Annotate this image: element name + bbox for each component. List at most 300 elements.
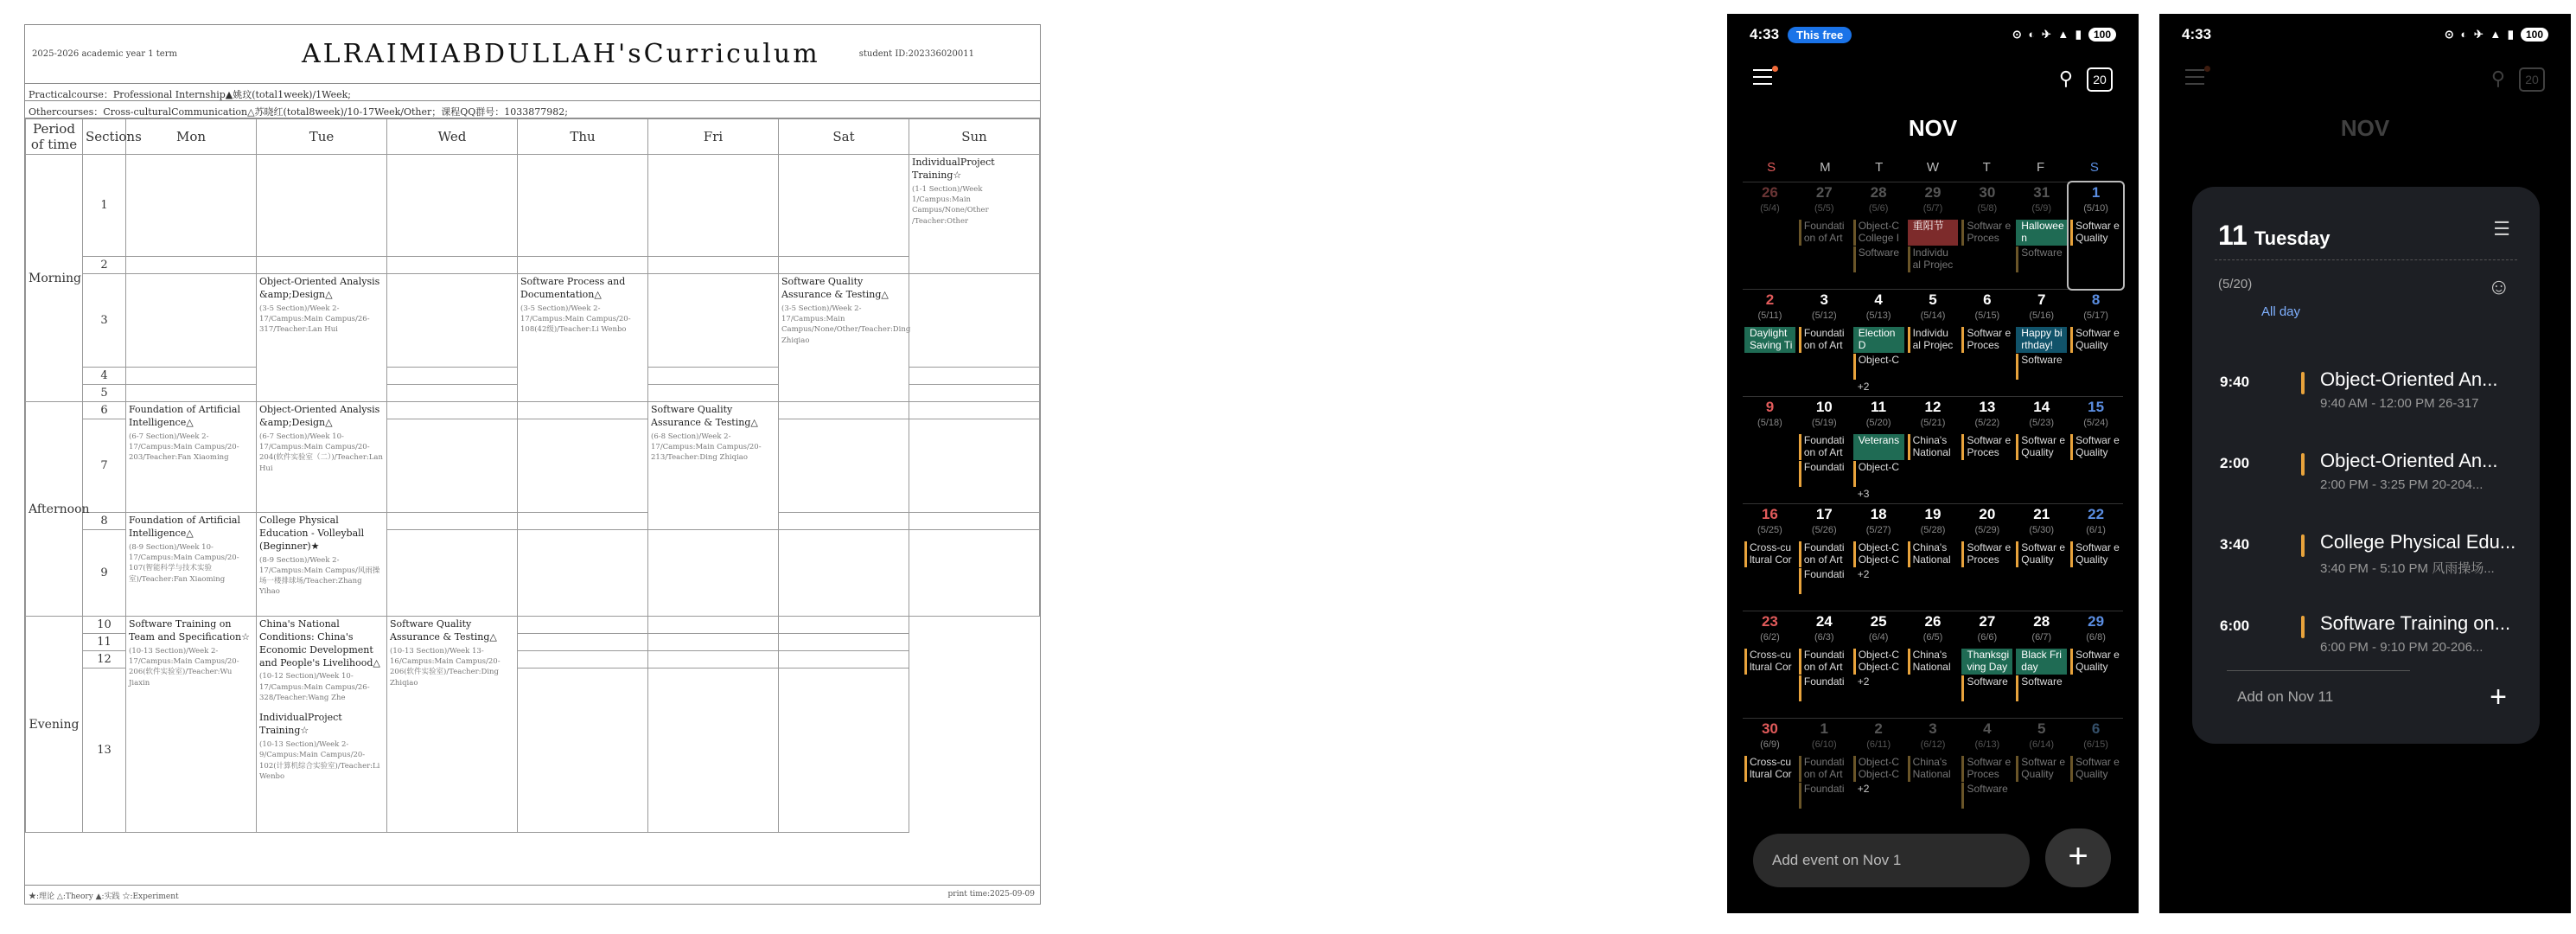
lunar-date: (6/9) xyxy=(1760,739,1780,750)
lunar-date: (5/5) xyxy=(1814,203,1834,214)
event-chip[interactable]: Election D xyxy=(1853,327,1904,353)
course-detail: (8-9 Section)/Week 2-17/Campus:Main Campus/风雨操场一楼排球场/Teacher:Zhang Yihao xyxy=(259,555,380,597)
event-chip[interactable]: Software xyxy=(1853,246,1904,272)
day-cell[interactable] xyxy=(1797,182,1852,289)
day-number: 21 xyxy=(2033,506,2050,522)
weekday-label: T xyxy=(1982,159,1991,175)
event-title: Software Training on... xyxy=(2320,612,2511,634)
day-detail-card xyxy=(2192,187,2540,744)
event-chip[interactable]: Object-C Object-C xyxy=(1853,756,1904,782)
day-number: 20 xyxy=(1979,506,1996,522)
event-chip[interactable]: Softwar e Proces xyxy=(1961,220,2012,246)
course-name: Object-Oriented Analysis &amp;Design△ xyxy=(259,404,380,428)
event-subtitle: 6:00 PM - 9:10 PM 20-206... xyxy=(2320,640,2484,655)
event-chip[interactable]: Individu al Projec xyxy=(1908,327,1959,353)
agenda-event[interactable] xyxy=(2218,367,2517,419)
semester-label: 2025-2026 academic year 1 term xyxy=(32,49,177,59)
lunar-date: (5/30) xyxy=(2029,525,2055,535)
section-number: 7 xyxy=(83,419,126,513)
day-cell[interactable] xyxy=(1960,182,2014,289)
event-color-bar xyxy=(2301,534,2305,557)
event-chip[interactable]: Foundati on of Art xyxy=(1799,756,1850,782)
divider xyxy=(2227,670,2410,671)
week-row xyxy=(1743,182,2123,289)
section-number: 5 xyxy=(83,385,126,402)
more-events-count[interactable]: +2 xyxy=(1857,783,1870,795)
lunar-date: (5/16) xyxy=(2029,310,2055,321)
day-cell[interactable] xyxy=(2014,504,2069,611)
col-header-sun: Sun xyxy=(909,119,1040,155)
event-chip[interactable]: Foundati xyxy=(1799,783,1850,809)
day-cell[interactable] xyxy=(1906,290,1961,396)
week-row xyxy=(1743,611,2123,718)
event-chip[interactable]: Softwar e Proces xyxy=(1961,434,2012,460)
period-evening: Evening xyxy=(26,617,83,833)
day-cell[interactable] xyxy=(1906,182,1961,289)
day-cell[interactable] xyxy=(1960,397,2014,503)
week-row xyxy=(1743,503,2123,611)
lunar-date: (6/7) xyxy=(2031,632,2052,643)
day-number: 3 xyxy=(1929,720,1937,737)
day-number: 5 xyxy=(2037,720,2046,737)
event-chip[interactable]: Object-C Object-C xyxy=(1853,649,1904,675)
timetable xyxy=(25,118,1040,833)
course-cell xyxy=(257,402,387,513)
agenda-event[interactable] xyxy=(2218,529,2517,581)
day-cell[interactable] xyxy=(1960,611,2014,718)
event-chip[interactable]: Object-C Object-C xyxy=(1853,541,1904,567)
day-cell[interactable] xyxy=(1743,182,1797,289)
event-chip[interactable]: Hallowee n xyxy=(2016,220,2067,246)
day-cell[interactable] xyxy=(1743,397,1797,503)
day-number: 14 xyxy=(2033,399,2050,415)
lunar-date: (6/11) xyxy=(1866,739,1891,750)
event-chip[interactable]: Softwar e Quality xyxy=(2070,541,2121,567)
day-cell[interactable] xyxy=(1906,397,1961,503)
weekday-header xyxy=(1727,152,2139,182)
print-time: print time:2025-09-09 xyxy=(947,890,1035,899)
day-cell[interactable] xyxy=(1852,611,1906,718)
sheet-footer xyxy=(25,885,1040,904)
course-detail: (3-5 Section)/Week 2-17/Campus:Main Campus/20-108(42级)/Teacher:Li Wenbo xyxy=(520,304,631,335)
weekday-label: F xyxy=(2036,159,2045,175)
sheet-title: ALRAIMIABDULLAH'sCurriculum xyxy=(302,39,820,69)
course-cell xyxy=(126,617,257,833)
event-chip[interactable]: Happy bi rthday! xyxy=(2016,327,2067,353)
event-chip[interactable]: Cross-cu ltural Cor xyxy=(1744,541,1795,567)
day-cell[interactable] xyxy=(1906,719,1961,825)
lunar-date: (6/13) xyxy=(1974,739,2000,750)
status-icons: ⊙ ◐ ✈ ▲ ▮ xyxy=(2444,28,2515,41)
section-number: 3 xyxy=(83,274,126,368)
day-number: 26 xyxy=(1924,613,1942,630)
lunar-date: (5/10) xyxy=(2083,203,2108,214)
day-cell[interactable] xyxy=(1852,182,1906,289)
day-cell[interactable] xyxy=(2014,611,2069,718)
event-chip[interactable]: Softwar e Proces xyxy=(1961,756,2012,782)
event-chip[interactable]: China's National xyxy=(1908,541,1959,567)
course-cell xyxy=(648,402,779,530)
event-chip[interactable]: Software xyxy=(2016,246,2067,272)
day-cell[interactable] xyxy=(1797,611,1852,718)
day-number: 17 xyxy=(1815,506,1833,522)
smiley-icon[interactable]: ☺ xyxy=(2487,273,2510,299)
status-bar xyxy=(2159,14,2571,55)
day-cell[interactable] xyxy=(1906,504,1961,611)
day-cell[interactable] xyxy=(1960,290,2014,396)
course-cell xyxy=(518,274,648,402)
event-chip[interactable]: China's National xyxy=(1908,434,1959,460)
course-detail: (6-7 Section)/Week 10-17/Campus:Main Campus/20-204(软件实验室（二）)/Teacher:Lan Hui xyxy=(259,432,383,473)
event-chip[interactable]: Cross-cu ltural Cor xyxy=(1744,649,1795,675)
course-name: Software Quality Assurance & Testing△ xyxy=(651,404,758,428)
course-name: College Physical Education - Volleyball (Beginner)★ xyxy=(259,515,365,552)
day-number: 29 xyxy=(1924,184,1942,201)
lunar-date: (5/11) xyxy=(1757,310,1782,321)
legend: ★:理论 △:Theory ▲:实践 ☆:Experiment xyxy=(29,892,179,901)
day-number: 6 xyxy=(2091,720,2101,737)
weekday-label: T xyxy=(1875,159,1884,175)
event-title: College Physical Edu... xyxy=(2320,531,2516,553)
notification-dot xyxy=(2204,66,2210,72)
event-chip[interactable]: Foundati xyxy=(1799,461,1850,487)
lunar-date: (5/12) xyxy=(1811,310,1837,321)
menu-icon[interactable] xyxy=(1753,69,1772,85)
lunar-date: (6/15) xyxy=(2083,739,2108,750)
lunar-date: (6/6) xyxy=(1977,632,1998,643)
event-chip[interactable]: Softwar e Proces xyxy=(1961,327,2012,353)
day-number: 24 xyxy=(1815,613,1833,630)
col-header-mon: Mon xyxy=(126,119,257,155)
lunar-date: (5/15) xyxy=(1974,310,2000,321)
lunar-date: (5/24) xyxy=(2083,418,2108,428)
event-chip[interactable]: Softwar e Quality xyxy=(2016,541,2067,567)
day-number: 31 xyxy=(2033,184,2050,201)
lunar-date: (6/10) xyxy=(1811,739,1837,750)
lunar-date: (5/21) xyxy=(1920,418,1946,428)
add-event-button[interactable]: + xyxy=(2045,828,2111,887)
day-number: 12 xyxy=(1924,399,1942,415)
day-number: 16 xyxy=(1761,506,1778,522)
lunar-date: (6/2) xyxy=(1760,632,1780,643)
event-chip[interactable]: Object-C xyxy=(1853,461,1904,487)
course-cell xyxy=(387,617,518,833)
course-name: Foundation of Artificial Intelligence△ xyxy=(129,515,240,539)
day-cell[interactable] xyxy=(1797,290,1852,396)
day-number: 4 xyxy=(1983,720,1992,737)
day-number: 10 xyxy=(1815,399,1833,415)
day-cell[interactable] xyxy=(2014,719,2069,825)
event-time: 2:00 xyxy=(2220,455,2250,471)
more-events-count[interactable]: +2 xyxy=(1857,568,1870,580)
day-number: 3 xyxy=(1820,291,1829,308)
event-chip[interactable]: Softwar e Quality xyxy=(2070,756,2121,782)
week-row xyxy=(1743,289,2123,396)
week-row xyxy=(1743,718,2123,825)
more-events-count[interactable]: +3 xyxy=(1857,488,1870,500)
status-bar xyxy=(1727,14,2139,55)
day-cell[interactable] xyxy=(1743,290,1797,396)
event-chip[interactable]: Foundati xyxy=(1799,568,1850,594)
lunar-date: (5/4) xyxy=(1760,203,1780,214)
event-chip[interactable]: China's National xyxy=(1908,649,1959,675)
add-on-day-input[interactable]: Add on Nov 11 xyxy=(2237,688,2334,705)
all-day-label[interactable]: All day xyxy=(2261,304,2301,319)
day-name: Tuesday xyxy=(2254,227,2331,249)
day-cell[interactable] xyxy=(1797,719,1852,825)
course-cell xyxy=(909,155,1040,274)
event-chip[interactable]: Foundati xyxy=(1799,675,1850,701)
day-cell[interactable] xyxy=(2014,290,2069,396)
event-chip[interactable]: Softwar e Quality xyxy=(2070,220,2121,246)
battery-icon: 100 xyxy=(2088,28,2116,42)
course-cell xyxy=(779,274,909,402)
event-chip[interactable]: Cross-cu ltural Cor xyxy=(1744,756,1795,782)
day-number: 25 xyxy=(1870,613,1887,630)
day-number: 6 xyxy=(1983,291,1992,308)
day-number: 26 xyxy=(1761,184,1778,201)
weekday-label: M xyxy=(1820,159,1831,175)
lunar-date: (5/29) xyxy=(1974,525,2000,535)
course-detail: (10-13 Section)/Week 2-9/Campus:Main Campus/20-102(计算机综合实验室)/Teacher:Li Wenbo xyxy=(259,740,380,781)
status-time: 4:33 xyxy=(1750,26,1780,42)
lunar-date: (5/18) xyxy=(1757,418,1782,428)
event-chip[interactable]: Object-C xyxy=(1853,354,1904,380)
lunar-date: (6/8) xyxy=(2086,632,2106,643)
course-detail: (8-9 Section)/Week 10-17/Campus:Main Campus/20-107(智能科学与技术实验室)/Teacher:Fan Xiaoming xyxy=(129,542,239,584)
agenda-event[interactable] xyxy=(2218,448,2517,500)
day-number: 11 xyxy=(2218,220,2248,251)
event-chip[interactable]: Foundati on of Art xyxy=(1799,649,1850,675)
event-subtitle: 9:40 AM - 12:00 PM 26-317 xyxy=(2320,396,2479,411)
event-title: Object-Oriented An... xyxy=(2320,368,2498,390)
event-title: Object-Oriented An... xyxy=(2320,450,2498,471)
practical-courses: Practicalcourse：Professional Internship▲姚玟(total1week)/1Week; xyxy=(25,84,1040,101)
lunar-date: (5/26) xyxy=(1811,525,1837,535)
curriculum-sheet xyxy=(24,24,1041,905)
day-cell[interactable] xyxy=(1906,611,1961,718)
more-events-count[interactable]: +2 xyxy=(1857,675,1870,688)
event-subtitle: 2:00 PM - 3:25 PM 20-204... xyxy=(2320,477,2484,492)
event-chip[interactable]: Foundati on of Art xyxy=(1799,541,1850,567)
lunar-date: (5/6) xyxy=(1868,203,1889,214)
day-cell[interactable] xyxy=(1960,719,2014,825)
event-chip[interactable]: Foundati on of Art xyxy=(1799,220,1850,246)
phone-day-popup xyxy=(2159,14,2571,913)
other-courses: Othercourses：Cross-culturalCommunication△苏晓红(total8week)/10-17Week/Other；课程QQ群号：1033877982; xyxy=(25,101,1040,118)
event-color-bar xyxy=(2301,372,2305,394)
lunar-date: (5/23) xyxy=(2029,418,2055,428)
notification-pill: This free xyxy=(1788,27,1852,43)
lunar-date: (6/14) xyxy=(2029,739,2055,750)
event-chip[interactable]: Softwar e Quality xyxy=(2070,434,2121,460)
event-time: 9:40 xyxy=(2220,374,2250,390)
status-icons: ⊙ ◐ ✈ ▲ ▮ xyxy=(2012,28,2083,41)
day-cell[interactable] xyxy=(1743,504,1797,611)
day-cell[interactable] xyxy=(2069,397,2123,503)
day-cell[interactable] xyxy=(1797,397,1852,503)
day-number: 5 xyxy=(1929,291,1937,308)
lunar-date: (5/20) xyxy=(2218,277,2253,291)
week-row xyxy=(1743,396,2123,503)
lunar-date: (5/25) xyxy=(1757,525,1782,535)
add-icon[interactable]: + xyxy=(2490,681,2507,713)
course-detail: (1-1 Section)/Week 1/Campus:Main Campus/None/Other /Teacher:Other xyxy=(912,184,989,226)
day-number: 4 xyxy=(1874,291,1883,308)
lunar-date: (5/7) xyxy=(1922,203,1943,214)
day-cell[interactable] xyxy=(2069,719,2123,825)
lunar-date: (5/20) xyxy=(1865,418,1891,428)
course-detail: (10-12 Section)/Week 10-17/Campus:Main Campus/26-328/Teacher:Wang Zhe xyxy=(259,672,370,702)
day-cell[interactable] xyxy=(1960,504,2014,611)
day-cell[interactable] xyxy=(2069,504,2123,611)
event-chip[interactable]: Softwar e Quality xyxy=(2070,327,2121,353)
col-header-sections: Sections xyxy=(83,119,126,155)
event-chip[interactable]: Individu al Projec xyxy=(1908,246,1959,272)
event-chip[interactable]: 重阳节 xyxy=(1908,220,1959,246)
day-number: 28 xyxy=(1870,184,1887,201)
day-cell[interactable] xyxy=(1743,719,1797,825)
day-cell[interactable] xyxy=(2014,182,2069,289)
section-number: 9 xyxy=(83,530,126,617)
more-events-count[interactable]: +2 xyxy=(1857,381,1870,393)
course-detail: (6-7 Section)/Week 2-17/Campus:Main Campus/20-203/Teacher:Fan Xiaoming xyxy=(129,432,239,463)
day-cell[interactable] xyxy=(2069,290,2123,396)
day-number: 19 xyxy=(1924,506,1942,522)
day-cell[interactable] xyxy=(1797,504,1852,611)
course-detail: (3-5 Section)/Week 2-17/Campus:Main Campus/26-317/Teacher:Lan Hui xyxy=(259,304,370,335)
day-number: 30 xyxy=(1979,184,1996,201)
status-time: 4:33 xyxy=(2182,26,2212,42)
notification-dot xyxy=(1772,66,1778,72)
event-chip[interactable]: Object-C College I xyxy=(1853,220,1904,246)
day-number: 28 xyxy=(2033,613,2050,630)
col-header-fri: Fri xyxy=(648,119,779,155)
day-number: 1 xyxy=(2091,184,2101,201)
course-name: Software Process and Documentation△ xyxy=(520,276,626,300)
day-cell[interactable] xyxy=(1743,611,1797,718)
course-name: Software Quality Assurance & Testing△ xyxy=(390,618,497,643)
lunar-date: (5/8) xyxy=(1977,203,1998,214)
day-number: 22 xyxy=(2088,506,2105,522)
weekday-label: S xyxy=(2089,159,2099,175)
lunar-date: (6/4) xyxy=(1868,632,1889,643)
day-heading xyxy=(2218,220,2330,252)
event-chip[interactable]: China's National xyxy=(1908,756,1959,782)
section-number: 1 xyxy=(83,155,126,257)
day-number: 2 xyxy=(1765,291,1775,308)
day-cell[interactable] xyxy=(2069,611,2123,718)
lunar-date: (5/27) xyxy=(1865,525,1891,535)
event-chip[interactable]: Daylight Saving Ti xyxy=(1744,327,1795,353)
day-cell[interactable] xyxy=(2069,182,2123,289)
lunar-date: (6/5) xyxy=(1922,632,1943,643)
today-button[interactable]: 20 xyxy=(2087,67,2113,92)
event-chip[interactable]: Softwar e Quality xyxy=(2016,434,2067,460)
course-name: China's National Conditions: China's Economic Development and People's Livelihood△ xyxy=(259,618,380,669)
today-button: 20 xyxy=(2519,67,2545,92)
sheet-header xyxy=(25,25,1040,84)
event-chip[interactable]: Software xyxy=(2016,675,2067,701)
day-number: 7 xyxy=(2037,291,2046,308)
course-name: Software Quality Assurance & Testing△ xyxy=(781,276,889,300)
section-number: 11 xyxy=(83,634,126,651)
section-number: 10 xyxy=(83,617,126,634)
search-icon: ⚲ xyxy=(2490,67,2505,89)
day-number: 15 xyxy=(2088,399,2105,415)
event-subtitle: 3:40 PM - 5:10 PM 风雨操场... xyxy=(2320,561,2495,576)
day-number: 27 xyxy=(1815,184,1833,201)
course-detail: (10-13 Section)/Week 2-17/Campus:Main Campus/20-206(软件实验室)/Teacher:Wu Jiaxin xyxy=(129,646,239,688)
section-number: 8 xyxy=(83,513,126,530)
period-morning: Morning xyxy=(26,155,83,402)
day-cell[interactable] xyxy=(1852,719,1906,825)
course-name: IndividualProject Training☆ xyxy=(912,157,995,181)
list-settings-icon[interactable]: ☰ xyxy=(2493,218,2510,240)
event-chip[interactable]: Softwar e Quality xyxy=(2070,649,2121,675)
course-name: IndividualProject Training☆ xyxy=(259,712,342,737)
period-afternoon: Afternoon xyxy=(26,402,83,617)
course-detail: (3-5 Section)/Week 2-17/Campus:Main Campus/None/Other/Teacher:Ding Zhiqiao xyxy=(781,304,911,345)
day-number: 11 xyxy=(1871,399,1887,415)
col-header-thu: Thu xyxy=(518,119,648,155)
divider xyxy=(2215,259,2517,260)
course-cell xyxy=(257,513,387,617)
course-cell xyxy=(257,617,387,833)
student-id: student ID:202336020011 xyxy=(858,49,974,59)
course-cell xyxy=(126,402,257,513)
lunar-date: (5/13) xyxy=(1865,310,1891,321)
lunar-date: (5/19) xyxy=(1811,418,1837,428)
course-cell xyxy=(126,513,257,617)
event-chip[interactable]: Veterans xyxy=(1853,434,1904,460)
course-detail: (6-8 Section)/Week 2-17/Campus:Main Campus/20-213/Teacher:Ding Zhiqiao xyxy=(651,432,762,463)
day-number: 8 xyxy=(2091,291,2101,308)
event-chip[interactable]: Foundati on of Art xyxy=(1799,327,1850,353)
event-chip[interactable]: Thanksgi ving Day xyxy=(1961,649,2012,675)
event-time: 3:40 xyxy=(2220,536,2250,553)
day-cell[interactable] xyxy=(1852,504,1906,611)
course-detail: (10-13 Section)/Week 13-16/Campus:Main Campus/20-206(软件实验室)/Teacher:Ding Zhiqiao xyxy=(390,646,501,688)
event-chip[interactable]: Software xyxy=(1961,783,2012,809)
event-chip[interactable]: Softwar e Quality xyxy=(2016,756,2067,782)
event-chip[interactable]: Software xyxy=(1961,675,2012,701)
menu-icon xyxy=(2185,69,2204,85)
event-chip[interactable]: Software xyxy=(2016,354,2067,380)
phone-month-view xyxy=(1727,14,2139,913)
event-chip[interactable]: Softwar e Proces xyxy=(1961,541,2012,567)
agenda-event[interactable] xyxy=(2218,611,2517,662)
section-number: 6 xyxy=(83,402,126,419)
month-title: NOV xyxy=(2340,115,2390,141)
day-number: 29 xyxy=(2088,613,2105,630)
day-cell[interactable] xyxy=(2014,397,2069,503)
event-chip[interactable]: Foundati on of Art xyxy=(1799,434,1850,460)
section-number: 2 xyxy=(83,257,126,274)
event-chip[interactable]: Black Fri day xyxy=(2016,649,2067,675)
event-color-bar xyxy=(2301,453,2305,476)
add-event-input[interactable]: Add event on Nov 1 xyxy=(1753,834,2030,887)
course-name: Object-Oriented Analysis &amp;Design△ xyxy=(259,276,380,300)
day-number: 30 xyxy=(1761,720,1778,737)
day-cell[interactable] xyxy=(1852,290,1906,396)
course-cell xyxy=(257,274,387,402)
weekday-label: W xyxy=(1926,159,1940,175)
search-icon[interactable]: ⚲ xyxy=(2058,67,2073,89)
day-cell[interactable] xyxy=(1852,397,1906,503)
day-number: 9 xyxy=(1765,399,1775,415)
lunar-date: (5/22) xyxy=(1974,418,2000,428)
